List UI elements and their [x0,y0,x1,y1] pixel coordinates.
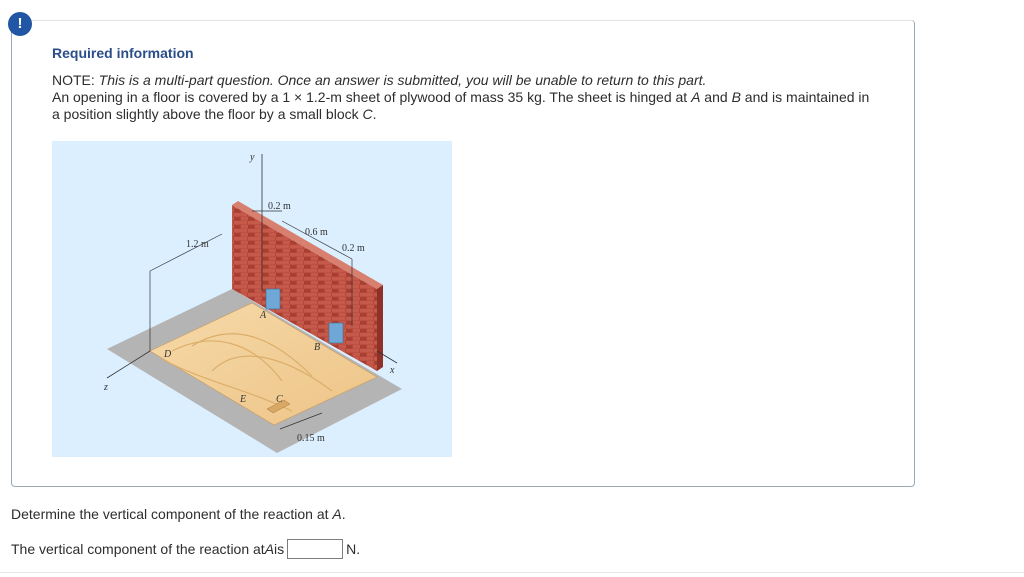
exclamation-icon: ! [8,12,32,36]
answer-unit: N. [346,541,361,557]
plywood-hinge-figure [52,141,452,457]
answer-input[interactable] [287,539,343,559]
answer-point: A [264,541,275,557]
problem-part-2: and [700,89,732,105]
dimension-0-2-m-top: 0.2 m [268,201,291,212]
question-point: A [332,506,342,522]
label-y: y [250,152,255,163]
note-text: This is a multi-part question. Once an answer is submitted, you will be unable to return to this part. [98,72,707,88]
problem-part-1: An opening in a floor is covered by a 1 × 1.2-m sheet of plywood of mass 35 kg. The sheet is hinged at [52,89,692,105]
hinge-b [329,323,343,343]
problem-part-4: . [372,106,377,122]
dimension-0-2-m-right: 0.2 m [342,243,365,254]
question-part-2: . [341,506,346,522]
question-part-1: Determine the vertical component of the reaction at [11,506,333,522]
note-prefix: NOTE: [52,72,99,88]
label-c: C [276,394,283,405]
question-text [11,506,346,522]
problem-part-3: and is maintained in a position slightly above the floor by a small block [52,89,870,122]
label-z: z [104,382,108,393]
problem-text [52,89,872,123]
label-a: A [260,310,267,321]
label-e: E [240,394,247,405]
dimension-1-2-m: 1.2 m [186,239,209,250]
dimension-0-15-m: 0.15 m [297,433,325,444]
dimension-0-6-m: 0.6 m [305,227,328,238]
bottom-divider [0,572,1024,573]
label-b: B [314,342,321,353]
hinge-a [266,289,280,309]
required-information-heading: Required information [52,45,194,61]
problem-statement [52,72,872,123]
figure-drawing [52,141,452,457]
answer-row [11,539,360,559]
note-line [52,72,872,89]
point-a: A [691,89,701,105]
point-b: B [731,89,741,105]
answer-label-1: The vertical component of the reaction at [11,541,265,557]
answer-label-2: is [274,541,285,557]
label-d: D [164,349,172,360]
point-c: C [362,106,373,122]
label-x: x [390,365,395,376]
